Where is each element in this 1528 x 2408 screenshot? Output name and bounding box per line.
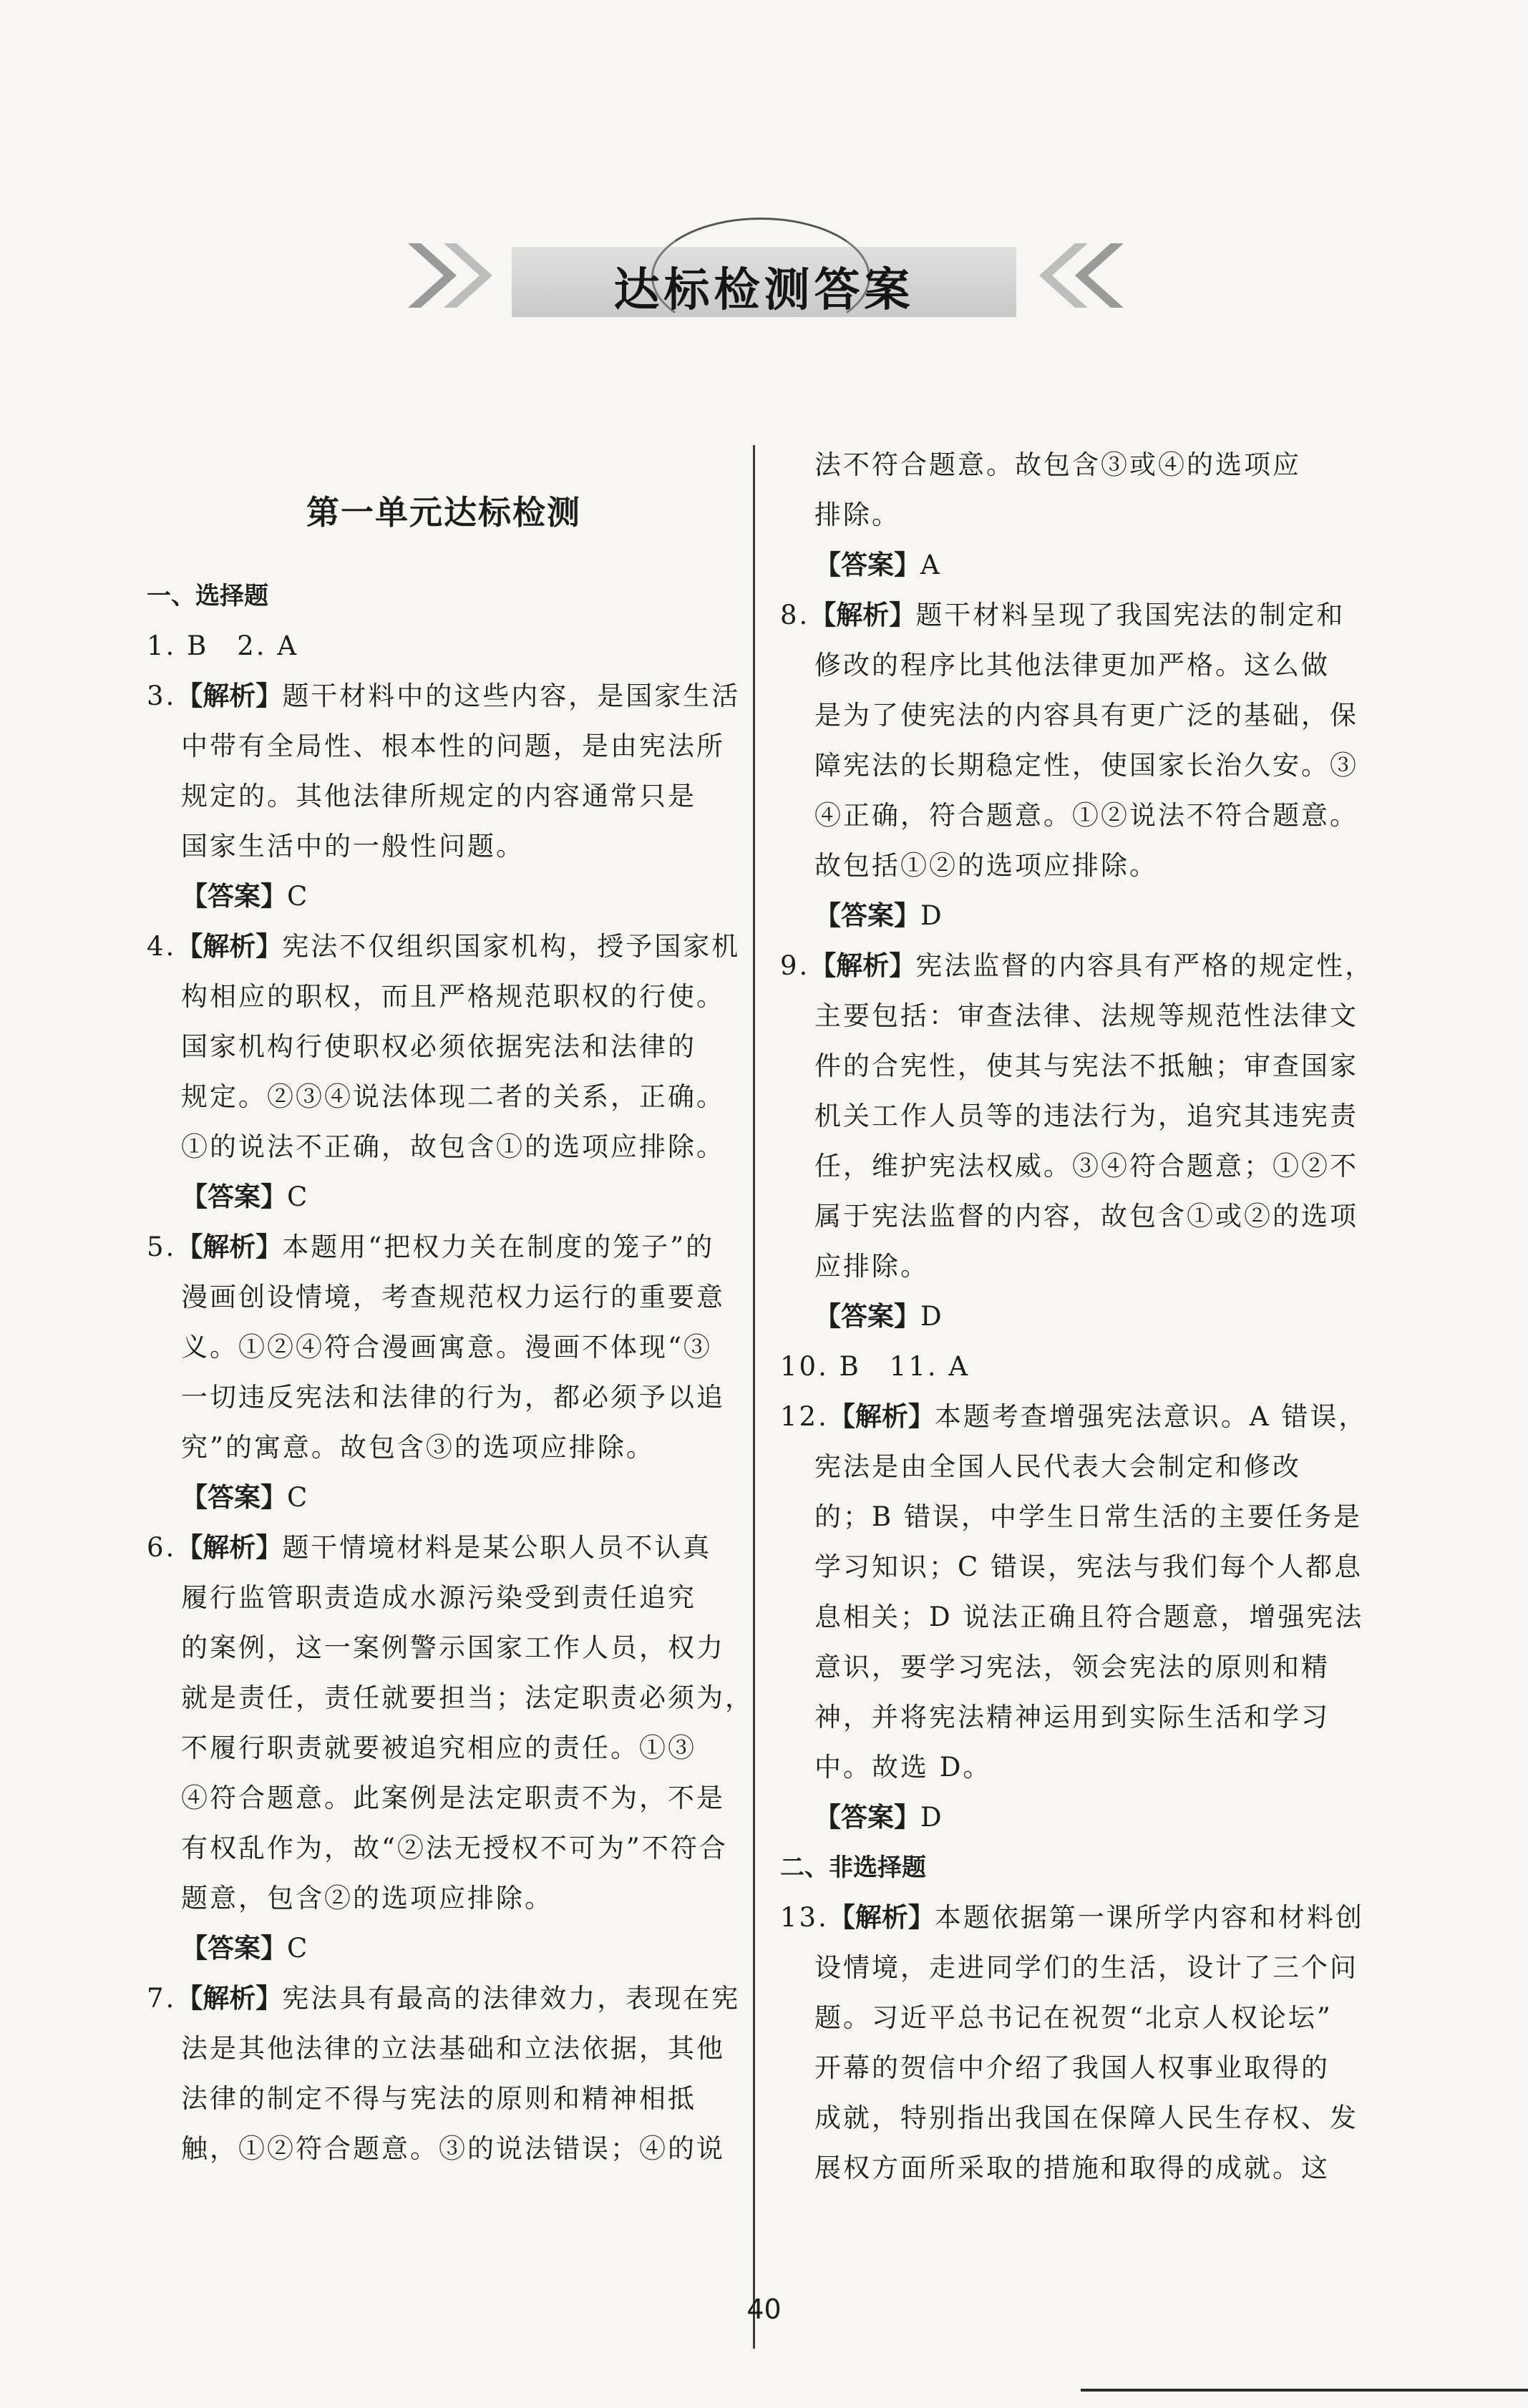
question-6: 6.【解析】题干情境材料是某公职人员不认真 履行监管职责造成水源污染受到责任追究 的案例，这一案例警示国家工作人员，权力 就是责任，责任就要担当；法定职责必须为， 不履行职责就要被追究相应的责任。①③ ④符合题意。此案例是法定职责不为，不是 有权乱作为，故“②法无授权不可为”不符合 题意，包含②的选项应排除。 【答案】C — [147, 1523, 741, 1974]
answer-line: 【答案】D — [814, 900, 942, 931]
page-number: 40 — [746, 2294, 782, 2325]
answer-line: 【答案】D — [814, 1802, 942, 1833]
analysis-tag: 【解析】 — [176, 931, 283, 962]
question-9: 9.【解析】宪法监督的内容具有严格的规定性， 主要包括：审查法律、法规等规范性法律文 件的合宪性，使其与宪法不抵触；审查国家 机关工作人员等的违法行为，追究其违宪责 任，维护宪法权威。③④符合题意；①②不 属于宪法监督的内容，故包含①或②的选项 应排除。 【答案】D — [780, 941, 1374, 1342]
column-divider — [753, 445, 755, 2349]
answer-line: 【答案】C — [181, 881, 308, 912]
section-heading-choice: 一、选择题 — [147, 582, 268, 610]
analysis-tag: 【解析】 — [176, 1983, 283, 2014]
question-5: 5.【解析】本题用“把权力关在制度的笼子”的 漫画创设情境，考查规范权力运行的重要意 义。①②④符合漫画寓意。漫画不体现“③ 一切违反宪法和法律的行为，都必须予以追 究”的寓意。故包含③的选项应排除。 【答案】C — [147, 1222, 741, 1523]
unit-title: 第一单元达标检测 — [306, 493, 581, 532]
question-3: 3.【解析】题干材料中的这些内容，是国家生活 中带有全局性、根本性的问题，是由宪法所 规定的。其他法律所规定的内容通常只是 国家生活中的一般性问题。 【答案】C — [147, 671, 741, 922]
analysis-tag: 【解析】 — [176, 681, 283, 711]
answer-line: 【答案】C — [181, 1181, 308, 1212]
analysis-tag: 【解析】 — [809, 600, 916, 630]
answer-line: 【答案】C — [181, 1933, 308, 1964]
question-12: 12.【解析】本题考查增强宪法意识。A 错误， 宪法是由全国人民代表大会制定和修改 的；B 错误，中学生日常生活的主要任务是 学习知识；C 错误，宪法与我们每个人都息 息相关；D 说法正确且符合题意，增强宪法 意识，要学习宪法，领会宪法的原则和精 神，并将宪法精神运用到实际生活和学习 中。故选 D。 【答案】D — [780, 1392, 1374, 1843]
section-heading-nonchoice: 二、非选择题 — [780, 1853, 926, 1882]
answer-line: 【答案】C — [181, 1482, 308, 1513]
left-column — [147, 444, 754, 2174]
analysis-tag: 【解析】 — [828, 1902, 935, 1933]
footer-rule — [1081, 2389, 1528, 2392]
page-title: 达标检测答案 — [613, 263, 915, 317]
analysis-tag: 【解析】 — [176, 1532, 283, 1563]
answer-line: 【答案】D — [814, 1301, 942, 1332]
title-banner — [0, 208, 1528, 343]
question-7-continued: 法不符合题意。故包含③或④的选项应 排除。 【答案】A — [780, 440, 1374, 590]
answer-line: 【答案】A — [814, 550, 940, 580]
question-7: 7.【解析】宪法具有最高的法律效力，表现在宪 法是其他法律的立法基础和立法依据，其他 法律的制定不得与宪法的原则和精神相抵 触，①②符合题意。③的说法错误；④的说 — [147, 1983, 741, 2164]
analysis-tag: 【解析】 — [809, 950, 916, 981]
answer-q1-2: 1. B 2. A — [147, 630, 299, 661]
answer-q10-11: 10. B 11. A — [780, 1351, 970, 1382]
question-4: 4.【解析】宪法不仅组织国家机构，授予国家机 构相应的职权，而且严格规范职权的行使。 国家机构行使职权必须依据宪法和法律的 规定。②③④说法体现二者的关系，正确。 ①的说法不正确，故包含①的选项应排除。 【答案】C — [147, 922, 741, 1222]
question-13: 13.【解析】本题依据第一课所学内容和材料创 设情境，走进同学们的生活，设计了三个问 题。习近平总书记在祝贺“北京人权论坛” 开幕的贺信中介绍了我国人权事业取得的 成就，特别指出我国在保障人民生存权、发 展权方面所采取的措施和取得的成就。这 — [780, 1902, 1364, 2183]
analysis-tag: 【解析】 — [176, 1232, 283, 1262]
question-8: 8.【解析】题干材料呈现了我国宪法的制定和 修改的程序比其他法律更加严格。这么做 是为了使宪法的内容具有更广泛的基础，保 障宪法的长期稳定性，使国家长治久安。③ ④正确，符合题意。①②说法不符合题意。 故包括①②的选项应排除。 【答案】D — [780, 590, 1374, 941]
right-column — [780, 440, 1374, 2193]
analysis-tag: 【解析】 — [828, 1401, 935, 1432]
